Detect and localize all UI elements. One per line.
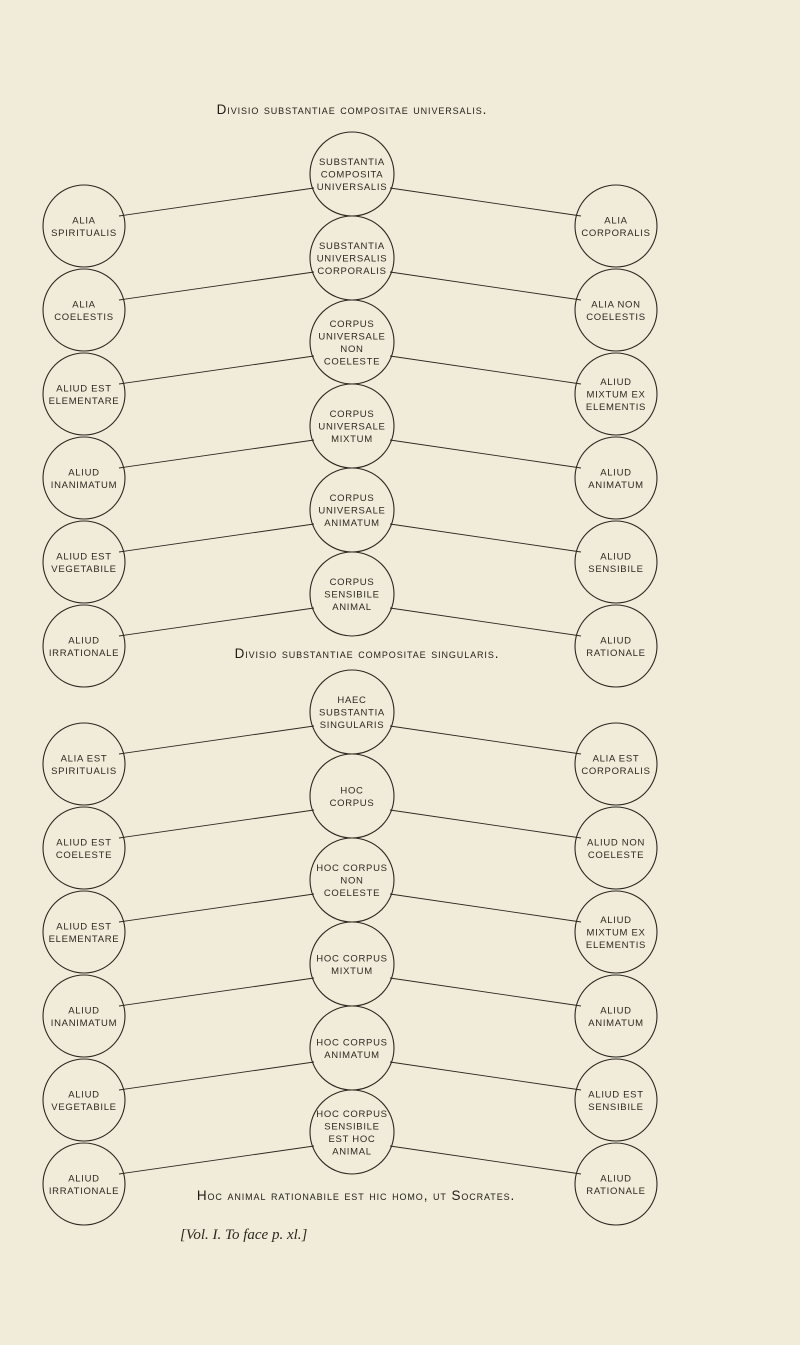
diagram1-left-link-1	[119, 272, 314, 300]
diagram2-center-label-0-0: HAEC	[337, 695, 367, 706]
diagram1-right-link-0	[390, 188, 581, 216]
diagram2-center-label-2-0: HOC CORPUS	[316, 863, 388, 874]
diagram1-left-link-2	[119, 356, 314, 384]
diagram2-center-node-3	[310, 922, 394, 1006]
diagram2-left-label-3-1: INANIMATUM	[50, 1017, 118, 1029]
diagram1-left-label-5-1: IRRATIONALE	[48, 647, 120, 659]
diagram2-right-label-1-0: ALIUD NON	[586, 837, 646, 849]
diagram1-left-label-0-0: ALIA	[72, 215, 96, 227]
diagram2-left-label-5-1: IRRATIONALE	[48, 1185, 120, 1197]
diagram2-left-node-0	[43, 723, 125, 805]
diagram2-center-label-3-1: MIXTUM	[331, 965, 373, 977]
plate-caption: [Vol. I. To face p. xl.]	[180, 1227, 308, 1243]
diagram2-right-link-5	[390, 1146, 581, 1174]
diagram2-center-node-4	[310, 1006, 394, 1090]
diagram1-right-node-2	[575, 353, 657, 435]
diagram2-right-link-2	[390, 894, 581, 922]
diagram2-left-node-3	[43, 975, 125, 1057]
diagram2-center-label-1-0: HOC	[340, 785, 364, 797]
diagram2-right-label-4-0: ALIUD EST	[588, 1089, 644, 1101]
diagram2-left-node-2	[43, 891, 125, 973]
diagram2-right-label-5-1: RATIONALE	[586, 1185, 646, 1197]
diagram2-left-label-1-1: COELESTE	[55, 849, 113, 861]
diagram2-right-link-4	[390, 1062, 581, 1090]
diagram2-right-node-3	[575, 975, 657, 1057]
diagram1-center-label-2-0: CORPUS	[329, 318, 375, 330]
diagram2-left-node-4	[43, 1059, 125, 1141]
diagram1-center-node-2	[310, 300, 394, 384]
diagram1-left-label-2-0: ALIUD EST	[56, 383, 112, 395]
diagram1-right-label-0-1: CORPORALIS	[581, 227, 651, 239]
diagram1-left-label-1-0: ALIA	[72, 299, 96, 311]
diagram1-left-link-0	[119, 188, 314, 216]
diagram1-right-node-4	[575, 521, 657, 603]
diagram2-right-label-2-2: ELEMENTIS	[585, 940, 647, 951]
diagram2-right-node-0	[575, 723, 657, 805]
diagram2-right-node-2	[575, 891, 657, 973]
diagram1-center-node-4	[310, 468, 394, 552]
diagram1-right-node-5	[575, 605, 657, 687]
diagram1-right-node-1	[575, 269, 657, 351]
diagram2-center-label-4-1: ANIMATUM	[324, 1049, 380, 1061]
diagram1-center-node-5	[310, 552, 394, 636]
diagram1-center-label-0-0: SUBSTANTIA	[319, 157, 385, 168]
diagram1-left-node-2	[43, 353, 125, 435]
diagram1-left-label-3-0: ALIUD	[68, 467, 100, 479]
diagram2-center-label-5-1: SENSIBILE	[324, 1121, 380, 1133]
diagram1-left-label-4-1: VEGETABILE	[51, 563, 117, 575]
diagram1-center-label-5-0: CORPUS	[329, 577, 375, 588]
diagram1-center-label-1-1: UNIVERSALIS	[316, 253, 388, 265]
diagram2-left-label-3-0: ALIUD	[68, 1005, 100, 1017]
diagram1-right-label-3-1: ANIMATUM	[588, 479, 644, 491]
diagram2-center-label-2-1: NON	[340, 875, 364, 887]
diagram1-left-label-1-1: COELESTIS	[54, 311, 114, 323]
diagram1-right-label-0-0: ALIA	[604, 215, 628, 227]
diagram2-right-label-3-0: ALIUD	[600, 1005, 632, 1017]
diagram2-right-label-0-1: CORPORALIS	[581, 765, 651, 777]
diagram2-center-label-3-0: HOC CORPUS	[316, 953, 388, 965]
diagram2-center-label-2-2: COELESTE	[323, 888, 381, 899]
diagram1-left-node-4	[43, 521, 125, 603]
diagram2-left-link-3	[119, 978, 314, 1006]
diagram2-right-link-3	[390, 978, 581, 1006]
diagram1-right-label-2-1: MIXTUM EX	[586, 389, 646, 401]
diagram1-center-node-3	[310, 384, 394, 468]
diagram2-right-label-0-0: ALIA EST	[592, 753, 640, 765]
diagram-2-footer: Hoc animal rationabile est hic homo, ut Socrates.	[196, 1188, 516, 1203]
diagram2-right-label-2-1: MIXTUM EX	[586, 927, 646, 939]
diagram2-right-node-1	[575, 807, 657, 889]
diagram2-center-node-0	[310, 670, 394, 754]
diagram2-right-label-3-1: ANIMATUM	[588, 1017, 644, 1029]
diagram2-left-label-2-1: ELEMENTARE	[48, 933, 120, 945]
diagram1-center-label-5-1: SENSIBILE	[324, 589, 380, 601]
diagram1-right-link-2	[390, 356, 581, 384]
diagram2-right-label-1-1: COELESTE	[587, 849, 645, 861]
diagram1-left-node-1	[43, 269, 125, 351]
diagram1-center-label-1-2: CORPORALIS	[317, 266, 387, 277]
diagram2-center-node-1	[310, 754, 394, 838]
diagram1-left-label-5-0: ALIUD	[68, 635, 100, 647]
diagram2-center-node-5	[310, 1090, 394, 1174]
diagram2-left-link-2	[119, 894, 314, 922]
diagram2-left-link-1	[119, 810, 314, 838]
diagram-1-title: Divisio substantiae compositae universalis.	[216, 102, 488, 117]
diagram1-center-label-0-1: COMPOSITA	[320, 169, 384, 181]
diagram2-right-label-5-0: ALIUD	[600, 1173, 632, 1185]
diagram1-left-node-5	[43, 605, 125, 687]
diagram1-center-node-1	[310, 216, 394, 300]
diagram1-right-label-1-0: ALIA NON	[591, 299, 641, 311]
diagram2-left-link-5	[119, 1146, 314, 1174]
diagram1-center-label-0-2: UNIVERSALIS	[316, 182, 388, 193]
diagram1-right-label-5-0: ALIUD	[600, 635, 632, 647]
diagram1-center-label-4-0: CORPUS	[329, 493, 375, 504]
diagram1-left-link-5	[119, 608, 314, 636]
diagram-universal	[43, 132, 657, 687]
diagram1-right-label-1-1: COELESTIS	[586, 311, 646, 323]
diagram2-left-node-5	[43, 1143, 125, 1225]
diagram2-right-link-0	[390, 726, 581, 754]
diagram1-right-link-3	[390, 440, 581, 468]
diagram1-right-label-5-1: RATIONALE	[586, 647, 646, 659]
diagram2-right-label-2-0: ALIUD	[600, 915, 632, 926]
diagram2-center-label-5-0: HOC CORPUS	[316, 1108, 388, 1120]
diagram1-right-label-4-0: ALIUD	[600, 551, 632, 563]
diagram2-left-link-4	[119, 1062, 314, 1090]
diagram2-left-label-0-1: SPIRITUALIS	[51, 765, 117, 777]
diagram1-center-label-5-2: ANIMAL	[332, 602, 372, 613]
diagram1-center-label-2-3: COELESTE	[323, 356, 381, 368]
diagram1-right-link-4	[390, 524, 581, 552]
diagram2-left-label-5-0: ALIUD	[68, 1173, 100, 1185]
diagram2-center-label-5-3: ANIMAL	[332, 1146, 372, 1158]
diagram1-left-link-3	[119, 440, 314, 468]
diagram2-left-label-2-0: ALIUD EST	[56, 921, 112, 933]
diagram1-right-label-2-0: ALIUD	[600, 377, 632, 388]
diagram2-left-link-0	[119, 726, 314, 754]
diagram1-left-label-0-1: SPIRITUALIS	[51, 227, 117, 239]
diagram1-left-label-4-0: ALIUD EST	[56, 551, 112, 563]
diagram2-center-label-0-2: SINGULARIS	[319, 720, 385, 731]
diagram1-center-label-4-1: UNIVERSALE	[318, 505, 386, 517]
diagram2-center-label-1-1: CORPUS	[329, 797, 375, 809]
diagram2-right-node-4	[575, 1059, 657, 1141]
diagram2-right-label-4-1: SENSIBILE	[588, 1101, 644, 1113]
diagram2-center-label-0-1: SUBSTANTIA	[319, 707, 385, 719]
diagram-singular	[43, 670, 657, 1225]
diagram2-center-label-5-2: EST HOC	[328, 1133, 376, 1145]
diagram1-center-label-2-1: UNIVERSALE	[318, 331, 386, 343]
diagram1-left-node-0	[43, 185, 125, 267]
diagram2-left-label-1-0: ALIUD EST	[56, 837, 112, 849]
diagram1-right-label-4-1: SENSIBILE	[588, 563, 644, 575]
diagram1-center-label-4-2: ANIMATUM	[324, 518, 380, 529]
diagram1-right-node-3	[575, 437, 657, 519]
diagram1-center-label-3-0: CORPUS	[329, 409, 375, 420]
diagram1-left-label-2-1: ELEMENTARE	[48, 395, 120, 407]
diagram1-right-label-3-0: ALIUD	[600, 467, 632, 479]
diagram2-right-link-1	[390, 810, 581, 838]
diagram1-right-label-2-2: ELEMENTIS	[585, 402, 647, 413]
diagram2-right-node-5	[575, 1143, 657, 1225]
diagram2-left-node-1	[43, 807, 125, 889]
diagram1-center-node-0	[310, 132, 394, 216]
diagram1-left-label-3-1: INANIMATUM	[50, 479, 118, 491]
diagram2-left-label-0-0: ALIA EST	[60, 753, 108, 765]
diagram2-center-node-2	[310, 838, 394, 922]
diagram1-right-link-5	[390, 608, 581, 636]
diagram1-center-label-1-0: SUBSTANTIA	[319, 241, 385, 252]
diagram1-center-label-2-2: NON	[340, 343, 364, 355]
diagram2-left-label-4-0: ALIUD	[68, 1089, 100, 1101]
diagram1-left-node-3	[43, 437, 125, 519]
diagram1-center-label-3-2: MIXTUM	[331, 434, 373, 445]
diagram2-center-label-4-0: HOC CORPUS	[316, 1037, 388, 1049]
diagram1-right-link-1	[390, 272, 581, 300]
diagram-2-title: Divisio substantiae compositae singularis.	[234, 646, 500, 661]
diagram2-left-label-4-1: VEGETABILE	[51, 1101, 117, 1113]
diagram1-left-link-4	[119, 524, 314, 552]
diagram1-center-label-3-1: UNIVERSALE	[318, 421, 386, 433]
diagram1-right-node-0	[575, 185, 657, 267]
